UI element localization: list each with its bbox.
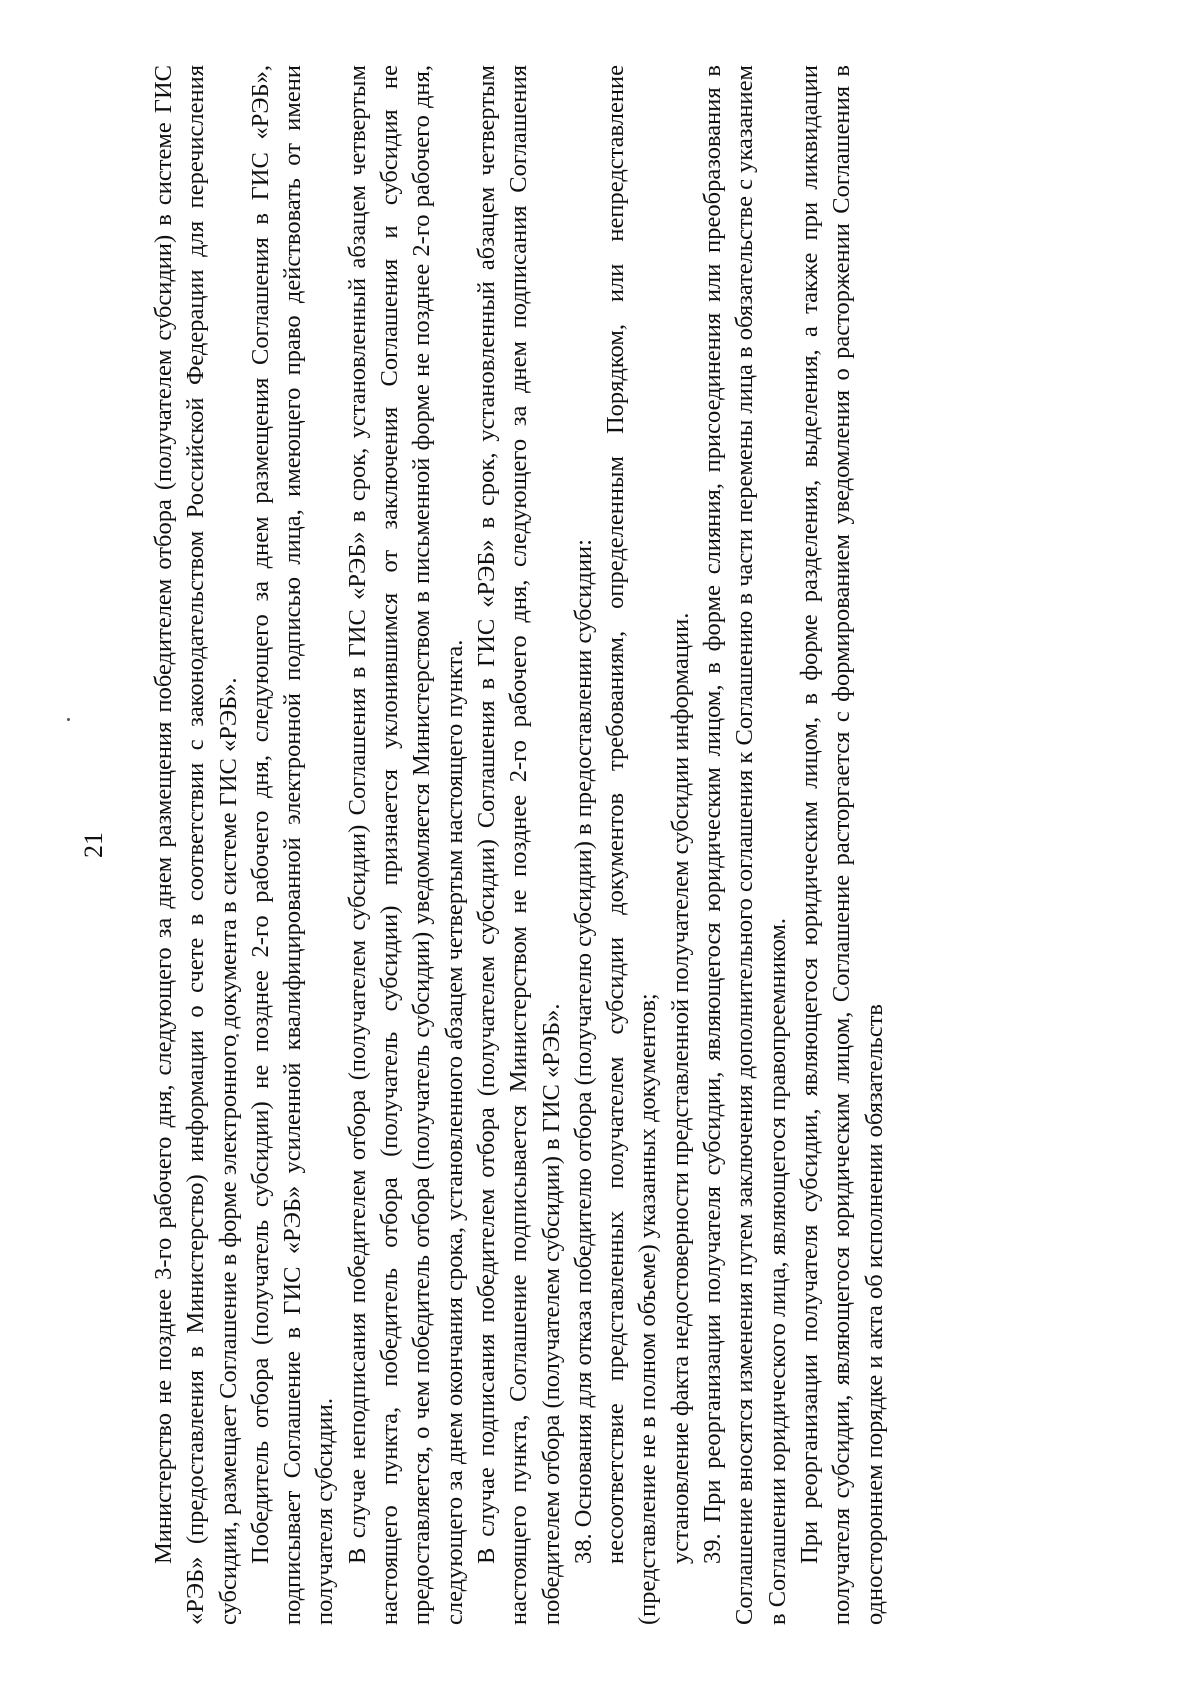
paragraph: 39. При реорганизации получателя субсидии, являющегося юридическим лицом, в форме слияния, присоединения или преобразования в Соглашение вносятся изменения путем заключения дополнительного соглашения к Соглашению в части перемены лица в обязательстве с указанием в Соглашении юридического лица, являющегося правопреемником. [699,65,791,1625]
paragraph: 38. Основания для отказа победителю отбора (получателю субсидии) в предоставлении субсидии: [569,539,597,1564]
paragraph: несоответствие представленных получателем субсидии документов требованиям, определенным Порядком, или непредставление (представление не в полном объеме) указанных документов; [602,65,662,1625]
paragraph: В случае подписания победителем отбора (получателем субсидии) Соглашения в ГИС «РЭБ» в срок, установленный абзацем четвертым настоящего пункта, Соглашение подписывается Министерством не позднее 2-го рабочего дня, следующего за днем подписания Соглашения победителем отбора (получателем субсидии) в ГИС «РЭБ». [472,65,565,1625]
scan-speck [67,718,70,721]
paragraph: В случае неподписания победителем отбора (получателем субсидии) Соглашения в ГИС «РЭБ» в срок, установленный абзацем четвертым настоящего пункта, победитель отбора (получатель субсидии) признается уклонившимся от заключения Соглашения и субсидия не предоставляется, о чем победитель отбора (получатель субсидии) уведомляется Министерством в письменной форме не позднее 2-го рабочего дня, следующего за днем окончания срока, установленного абзацем четвертым настоящего пункта. [343,65,468,1625]
paragraph: Министерство не позднее 3-го рабочего дня, следующего за днем размещения победителем отбора (получателем субсидии) в системе ГИС «РЭБ» (предоставления в Министерство) информации о счете в соответствии с законодательством Российской Федерации для перечисления субсидии, размещает Соглашение в форме электронного документа в системе ГИС «РЭБ». [150,65,242,1625]
rotated-text-block [79,65,891,1625]
paragraph: При реорганизации получателя субсидии, являющегося юридическим лицом, в форме разделения, выделения, а также при ликвидации получателя субсидии, являющегося юридическим лицом, Соглашение расторгается с формированием уведомления о расторжении Соглашения в одностороннем порядке и акта об исполнении обязательств [795,65,888,1625]
paragraph: Победитель отбора (получатель субсидии) не позднее 2-го рабочего дня, следующего за днем размещения Соглашения в ГИС «РЭБ», подписывает Соглашение в ГИС «РЭБ» усиленной квалифицированной электронной подписью лица, имеющего право действовать от имени получателя субсидии. [246,65,339,1625]
page-number: 21 [79,832,108,858]
paragraph: установление факта недостоверности представленной получателем субсидии информации. [666,612,694,1564]
